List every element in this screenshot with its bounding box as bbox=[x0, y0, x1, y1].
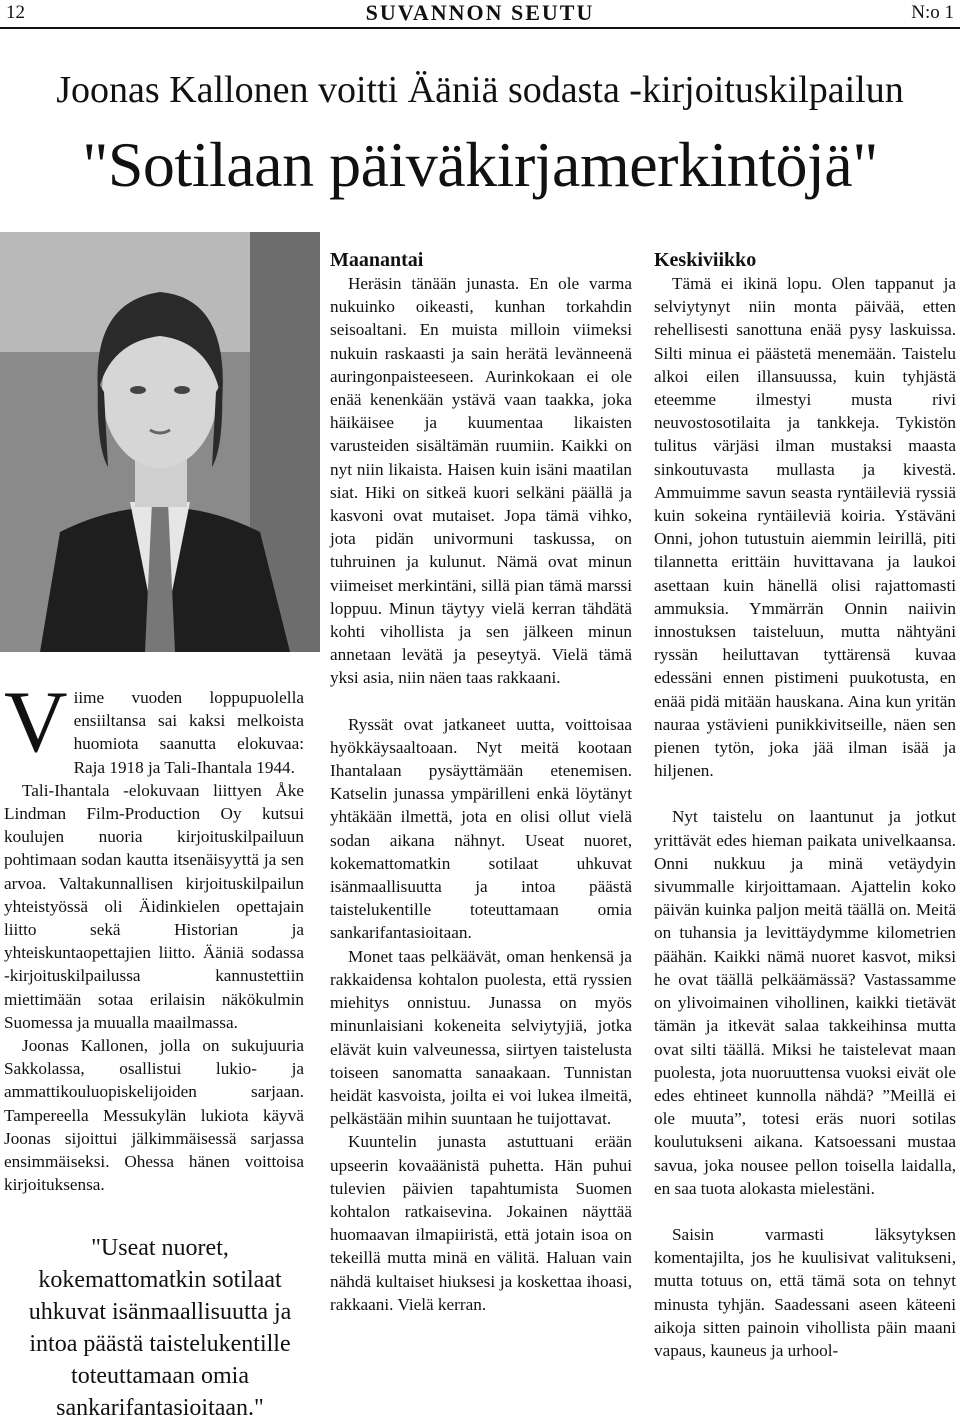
section-heading-monday: Maanantai bbox=[330, 249, 424, 271]
page-header bbox=[0, 0, 960, 30]
page-number: 12 bbox=[6, 2, 25, 23]
pull-quote: "Useat nuoret, kokemattomatkin sotilaat uhkuvat isänmaallisuutta ja intoa päästä taistelukentille toteuttamaan omia sankarifantasioitaan." bbox=[28, 1235, 292, 1421]
monday-paragraph-4: Kuuntelin junasta astuttuani erään upseerin kovaäänistä puhetta. Hän puhui tulevien päivien tapahtumista Suomen kohtalon ratkaisevina. Jokainen näyttää huomaavan ilmapiiristä, että jotain isoa on tekeillä mutta minä en välitä. Haluan vain nähdä kultaiset hiuksesi ja koskettaa ihoasi, rakkaani. Vielä kerran. bbox=[330, 1132, 632, 1314]
diary-column-monday bbox=[330, 248, 632, 1316]
intro-paragraph-2: Tali-Ihantala -elokuvaan liittyen Åke Lindman Film-Production Oy kutsui koulujen nuoria kirjoituskilpailuun pohtimaan sodan kautta itsenäisyyttä ja sen arvoa. Valtakunnallisen kirjoituskilpailun yhteistyössä oli Äidinkielen opettajain liitto sekä Historian ja yhteiskuntaopettajien liitto. Ääniä sodassa -kirjoituskilpailussa kannustettiin miettimään sotaa erilaisin näkökulmin Suomessa ja muualla maailmassa. bbox=[4, 780, 304, 1032]
diary-column-wednesday bbox=[654, 248, 956, 1362]
intro-text-1: iime vuoden loppupuolella ensiiltansa sai kaksi melkoista huomiota saanutta elokuvaa: Raja 1918 ja Tali-Ihantala 1944. bbox=[73, 688, 304, 777]
monday-paragraph-3: Monet taas pelkäävät, oman henkensä ja rakkaidensa kohtalon puolesta, että ryssien miehitys onnistuu. Junassa on myös minunlaisiani kokeneita selviytyjiä, jotka elävät kuin valveunessa, siirtyen taistelusta toiseen sanomatta sanaakaan. Tunnistan heidät kasvoista, joilta ei voi lukea ilmeitä, pelkästään mihin suuntaan he tuijottavat. bbox=[330, 946, 632, 1129]
monday-paragraph-2: Ryssät ovat jatkaneet uutta, voittoisaa hyökkäysaaltoaan. Nyt meitä kootaan Ihantalaan pysäyttämään etenemisen. Katselin junassa ympärilleni enkä löytänyt yhtäkään ilmettä, jota en olisi ollut vielä sodan aikana nähnyt. Useat nuoret, kokemattomatkin sotilaat uhkuvat isänmaallisuutta ja intoa päästä taistelukentille toteuttamaan omia sankarifantasioitaan. bbox=[330, 714, 632, 943]
header-rule bbox=[0, 27, 960, 29]
article-headline: "Sotilaan päiväkirjamerkintöjä" bbox=[82, 129, 878, 200]
intro-paragraph-3: Joonas Kallonen, jolla on sukujuuria Sakkolassa, osallistui lukio- ja ammattikouluopiskelijoiden sarjaan. Tampereella Messukylän lukiota käyvä Joonas sijoittui jälkimmäisessä sarjassa ensimmäiseksi. Ohessa hänen voittoisa kirjoituksensa. bbox=[4, 1036, 304, 1195]
intro-paragraph-1 bbox=[4, 674, 304, 779]
monday-paragraph-1: Heräsin tänään junasta. En ole varma nukuinko oikeasti, kunhan torkahdin seisoaltani. En muista milloin viimeksi nukuin raskaasti ja sain herätä levänneenä auringonpaisteeseen. Aurinkokaan ei ole enää kenenkään ystävä vaan taakka, joka häikäisee ja kuumentaa likaisten varusteiden sisältämän ruumiin. Kaikki on nyt niin likaista. Haisen kuin isäni maatilan siat. Hiki on sitkeä kuori selkäni päällä ja kasvoni ovat mutaiset. Jopa tämä vihko, jota pidän univormuni taskussa, on tuhruinen ja kulunut. Nämä ovat minun viimeiset merkintäni, sillä pian tämä marssi loppuu. Minun täytyy vielä kerran tähdätä kohti vihollista ja sen jälkeen minun annetaan levätä ja peseytyä. Vielä tämä yksi asia, niin näen taas rakkaani. bbox=[330, 274, 632, 688]
intro-column bbox=[4, 674, 304, 1196]
article-kicker: Joonas Kallonen voitti Ääniä sodasta -kirjoituskilpailun bbox=[56, 69, 904, 111]
section-heading-wednesday: Keskiviikko bbox=[654, 249, 757, 271]
issue-number: N:o 1 bbox=[911, 2, 954, 23]
wednesday-paragraph-2: Nyt taistelu on laantunut ja jotkut yrittävät edes hieman paikata univelkaansa. Onni nukkuu ja minä vetäydyin sivummalle kirjoittamaan. Ajattelin koko päivän kuinka paljon meitä täällä on. Meitä on tuhansia ja levittäydymme kilometrien päähän. Kaikki nämä nuoret kasvot, miksi he ovat täällä pelkäämässä? Vastassamme on ylivoimainen vihollinen, kaikki tietävät tämän ja itkevät salaa takkeihinsa mutta ovat silti täällä. Miksi he taistelevat maan puolesta, jota nuoruuttensa vuoksi eivät ole edes ehtineet kunnolla nähdä? ”Meillä ei ole muuta”, totesi eräs nuori sotilas koulutukseni aikana. Katsoessani mustaa savua, joka nousee pellon toisella laidalla, en saa tuota alokasta mielestäni. bbox=[654, 807, 956, 1198]
portrait-illustration bbox=[0, 232, 320, 652]
newspaper-name: SUVANNON SEUTU bbox=[365, 0, 595, 25]
portrait-photo bbox=[0, 232, 320, 652]
dropcap: V bbox=[4, 674, 68, 771]
wednesday-paragraph-3: Saisin varmasti läksytyksen komentajilta, jos he kuulisivat valitukseni, mutta totuus on, että tämä sota on tehnyt minusta tyhjän. Saadessani aseen käteeni aikoja sitten painoin vihollista päin maani vapaus, kauneus ja urhool- bbox=[654, 1224, 956, 1360]
wednesday-paragraph-1: Tämä ei ikinä lopu. Olen tappanut ja selviytynyt niin monta päivää, etten rehellisesti sanottuna enää pysy laskuissa. Silti minua ei päästetä menemään. Taistelu alkoi eilen illansuussa, kuin tyhjästä eteemme ilmestyi musta rivi neuvostosotilaita ja tankkeja. Tykistön tulitus värjäsi ilman mustaksi maasta sinkoutuvasta mullasta ja kivestä. Ammuimme savun seasta ryntäileviä ryssiä kuin sokeina ryntäileviä koiria. Ystäväni Onni, johon tutustuin aiemmin leirillä, piti tilannetta erittäin huvittavana ja laukoi asettaan kuin hänellä olisi rajattomasti ammuksia. Ymmärrän Onnin naiivin innostuksen taisteluun, mutta nähtyäni ryssän heiluttavan tyttärensä kuvaa edessäni ennen pistimeni puukotusta, en enää pidä mitään hauskana. Aina kun yritän nauraa ystävieni punikkivitseille, näen sen pienen tytön, joka jää ilman isää ja hiljenen. bbox=[654, 274, 956, 781]
